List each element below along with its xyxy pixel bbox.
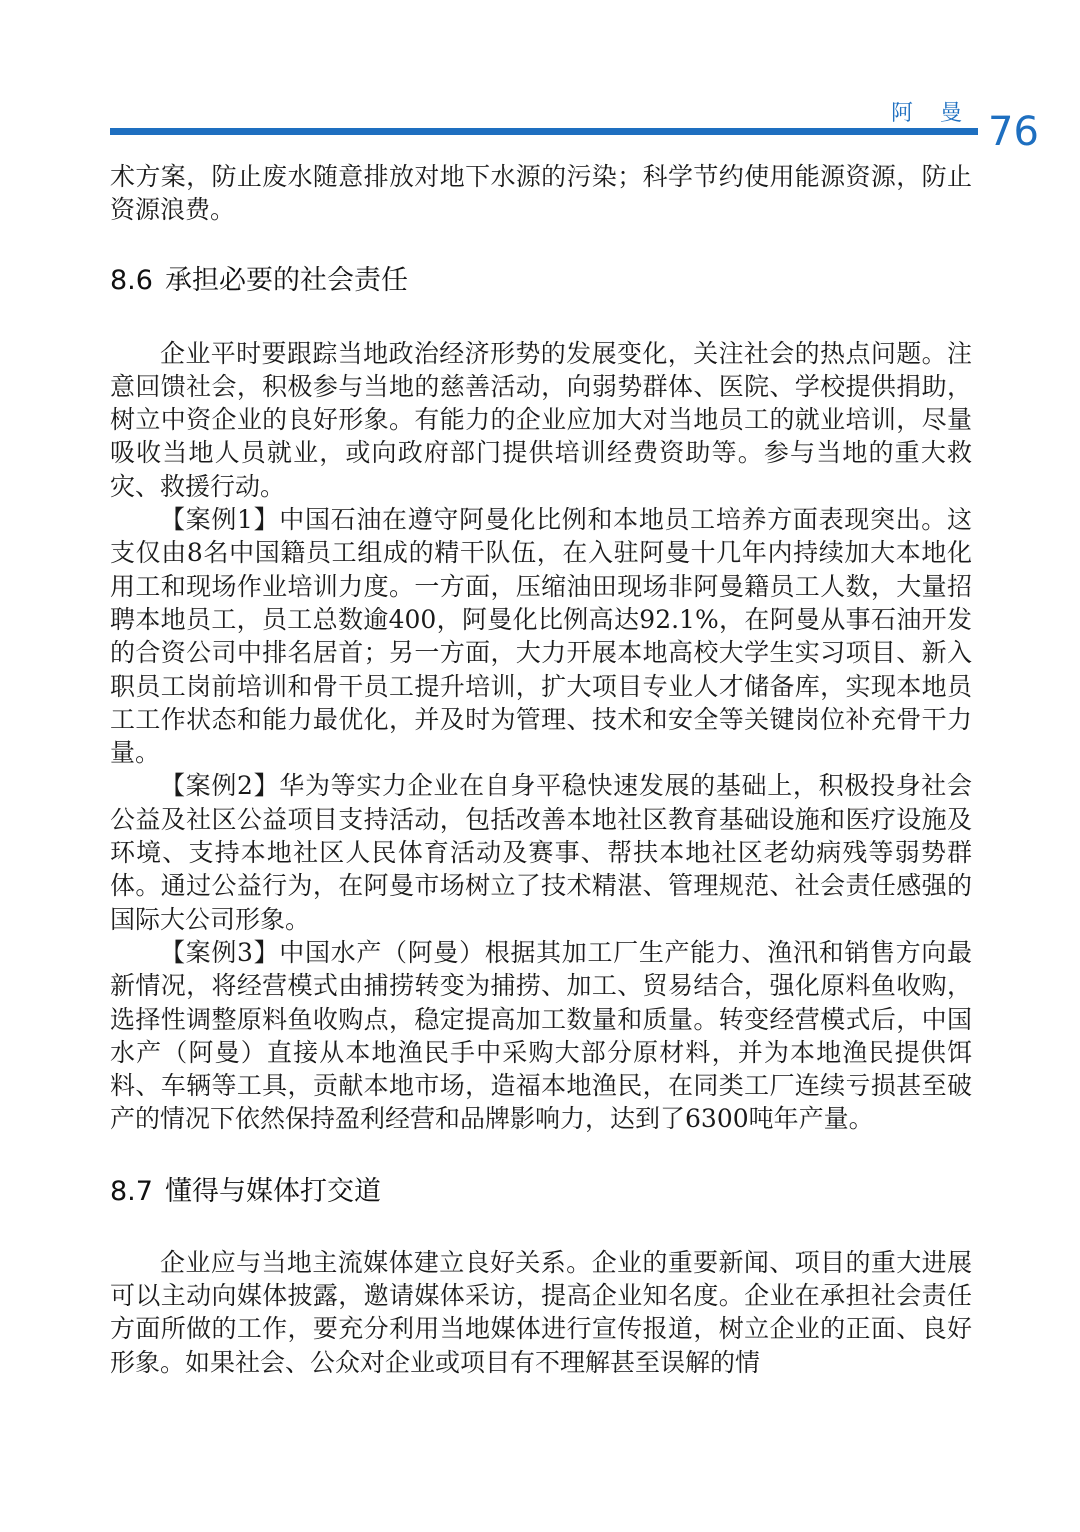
- page-number: 76: [988, 109, 1039, 155]
- page-body: [110, 160, 972, 1379]
- case-paragraph-1: 【案例1】中国石油在遵守阿曼化比例和本地员工培养方面表现突出。这支仅由8名中国籍员工组成的精干队伍，在入驻阿曼十几年内持续加大本地化用工和现场作业培训力度。一方面，压缩油田现场非阿曼籍员工人数，大量招聘本地员工，员工总数逾400，阿曼化比例高达92.1%，在阿曼从事石油开发的合资公司中排名居首；另一方面，大力开展本地高校大学生实习项目、新入职员工岗前培训和骨干员工提升培训，扩大项目专业人才储备库，实现本地员工工作状态和能力最优化，并及时为管理、技术和安全等关键岗位补充骨干力量。: [110, 505, 972, 768]
- carryover-paragraph: 术方案，防止废水随意排放对地下水源的污染；科学节约使用能源资源，防止资源浪费。: [110, 162, 972, 225]
- paragraph: 企业平时要跟踪当地政治经济形势的发展变化，关注社会的热点问题。注意回馈社会，积极参与当地的慈善活动，向弱势群体、医院、学校提供捐助，树立中资企业的良好形象。有能力的企业应加大对当地员工的就业培训，尽量吸收当地人员就业，或向政府部门提供培训经费资助等。参与当地的重大救灾、救援行动。: [110, 338, 972, 501]
- running-header-country: 阿 曼: [891, 101, 972, 126]
- section-heading-8-6: [110, 263, 972, 299]
- section-title: 承担必要的社会责任: [164, 264, 408, 296]
- section-title: 懂得与媒体打交道: [164, 1175, 381, 1207]
- paragraph: 企业应与当地主流媒体建立良好关系。企业的重要新闻、项目的重大进展可以主动向媒体披露，邀请媒体采访，提高企业知名度。企业在承担社会责任方面所做的工作，要充分利用当地媒体进行宣传报道，树立企业的正面、良好形象。如果社会、公众对企业或项目有不理解甚至误解的情: [110, 1247, 972, 1377]
- section-heading-8-7: [110, 1174, 972, 1210]
- case-paragraph-2: 【案例2】华为等实力企业在自身平稳快速发展的基础上，积极投身社会公益及社区公益项目支持活动，包括改善本地社区教育基础设施和医疗设施及环境、支持本地社区人民体育活动及赛事、帮扶本地社区老幼病残等弱势群体。通过公益行为，在阿曼市场树立了技术精湛、管理规范、社会责任感强的国际大公司形象。: [110, 771, 972, 934]
- header-rule: [110, 128, 978, 135]
- section-number: 8.6: [110, 264, 153, 296]
- section-number: 8.7: [110, 1175, 153, 1207]
- case-paragraph-3: 【案例3】中国水产（阿曼）根据其加工厂生产能力、渔汛和销售方向最新情况，将经营模式由捕捞转变为捕捞、加工、贸易结合，强化原料鱼收购，选择性调整原料鱼收购点，稳定提高加工数量和质量。转变经营模式后，中国水产（阿曼）直接从本地渔民手中采购大部分原材料，并为本地渔民提供饵料、车辆等工具，贡献本地市场，造福本地渔民，在同类工厂连续亏损甚至破产的情况下依然保持盈利经营和品牌影响力，达到了6300吨年产量。: [110, 937, 972, 1134]
